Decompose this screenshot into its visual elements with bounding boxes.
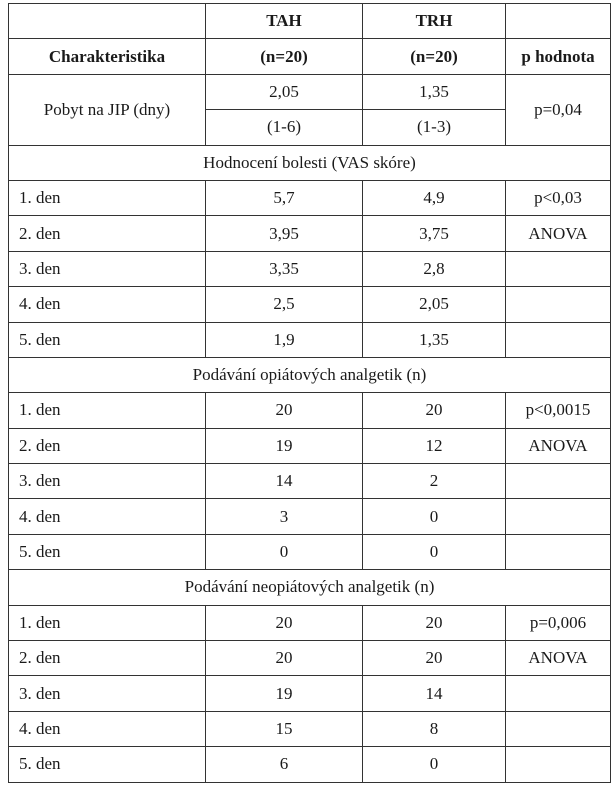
day-cell: 4. den [9,287,206,322]
day-cell: 5. den [9,534,206,569]
table-row [9,180,611,215]
header-row-labels [9,39,611,74]
day-cell: 3. den [9,251,206,286]
tah-cell: 19 [206,676,363,711]
header-characteristic: Charakteristika [9,39,206,74]
table-row [9,534,611,569]
trh-cell: 2 [363,464,506,499]
day-cell: 3. den [9,464,206,499]
icu-stay-tah-range: (1-6) [206,110,363,145]
data-table [8,3,611,783]
trh-cell: 0 [363,499,506,534]
header-row-groups [9,4,611,39]
tah-cell: 3 [206,499,363,534]
trh-cell: 3,75 [363,216,506,251]
day-cell: 4. den [9,711,206,746]
table-row [9,251,611,286]
section-header-row [9,570,611,605]
p-value-cell [506,464,611,499]
day-cell: 2. den [9,428,206,463]
section-header-row [9,145,611,180]
tah-cell: 3,35 [206,251,363,286]
p-value-cell: p=0,006 [506,605,611,640]
p-value-cell [506,747,611,782]
table-row [9,676,611,711]
header-n-trh: (n=20) [363,39,506,74]
header-n-tah: (n=20) [206,39,363,74]
icu-stay-row [9,74,611,109]
trh-cell: 0 [363,534,506,569]
header-p-value: p hodnota [506,39,611,74]
table-row [9,216,611,251]
p-value-cell [506,287,611,322]
p-value-cell [506,499,611,534]
p-value-cell: ANOVA [506,428,611,463]
trh-cell: 4,9 [363,180,506,215]
table-row [9,287,611,322]
p-value-cell [506,711,611,746]
header-tah: TAH [206,4,363,39]
table-row [9,605,611,640]
p-value-cell [506,534,611,569]
table-row [9,393,611,428]
trh-cell: 12 [363,428,506,463]
trh-cell: 20 [363,605,506,640]
p-value-cell [506,322,611,357]
day-cell: 1. den [9,393,206,428]
tah-cell: 1,9 [206,322,363,357]
table-row [9,428,611,463]
section-title: Podávání opiátových analgetik (n) [9,357,611,392]
p-value-cell: p<0,0015 [506,393,611,428]
icu-stay-p-value: p=0,04 [506,74,611,145]
day-cell: 2. den [9,641,206,676]
trh-cell: 20 [363,641,506,676]
icu-stay-trh-mean: 1,35 [363,74,506,109]
table-row [9,499,611,534]
tah-cell: 20 [206,641,363,676]
day-cell: 1. den [9,605,206,640]
section-title: Hodnocení bolesti (VAS skóre) [9,145,611,180]
trh-cell: 8 [363,711,506,746]
icu-stay-trh-range: (1-3) [363,110,506,145]
day-cell: 3. den [9,676,206,711]
day-cell: 5. den [9,747,206,782]
tah-cell: 3,95 [206,216,363,251]
day-cell: 2. den [9,216,206,251]
day-cell: 1. den [9,180,206,215]
tah-cell: 19 [206,428,363,463]
p-value-cell: p<0,03 [506,180,611,215]
header-trh: TRH [363,4,506,39]
trh-cell: 0 [363,747,506,782]
tah-cell: 2,5 [206,287,363,322]
tah-cell: 6 [206,747,363,782]
table-row [9,641,611,676]
tah-cell: 5,7 [206,180,363,215]
tah-cell: 20 [206,605,363,640]
icu-stay-tah-mean: 2,05 [206,74,363,109]
table-row [9,747,611,782]
icu-stay-label: Pobyt na JIP (dny) [9,74,206,145]
p-value-cell [506,251,611,286]
table-row [9,711,611,746]
p-value-cell: ANOVA [506,216,611,251]
p-value-cell [506,676,611,711]
trh-cell: 2,05 [363,287,506,322]
table-row [9,464,611,499]
tah-cell: 15 [206,711,363,746]
trh-cell: 14 [363,676,506,711]
tah-cell: 20 [206,393,363,428]
trh-cell: 1,35 [363,322,506,357]
p-value-cell: ANOVA [506,641,611,676]
header-empty-cell [506,4,611,39]
day-cell: 5. den [9,322,206,357]
header-empty-cell [9,4,206,39]
day-cell: 4. den [9,499,206,534]
section-header-row [9,357,611,392]
section-title: Podávání neopiátových analgetik (n) [9,570,611,605]
trh-cell: 20 [363,393,506,428]
tah-cell: 14 [206,464,363,499]
tah-cell: 0 [206,534,363,569]
trh-cell: 2,8 [363,251,506,286]
table-row [9,322,611,357]
